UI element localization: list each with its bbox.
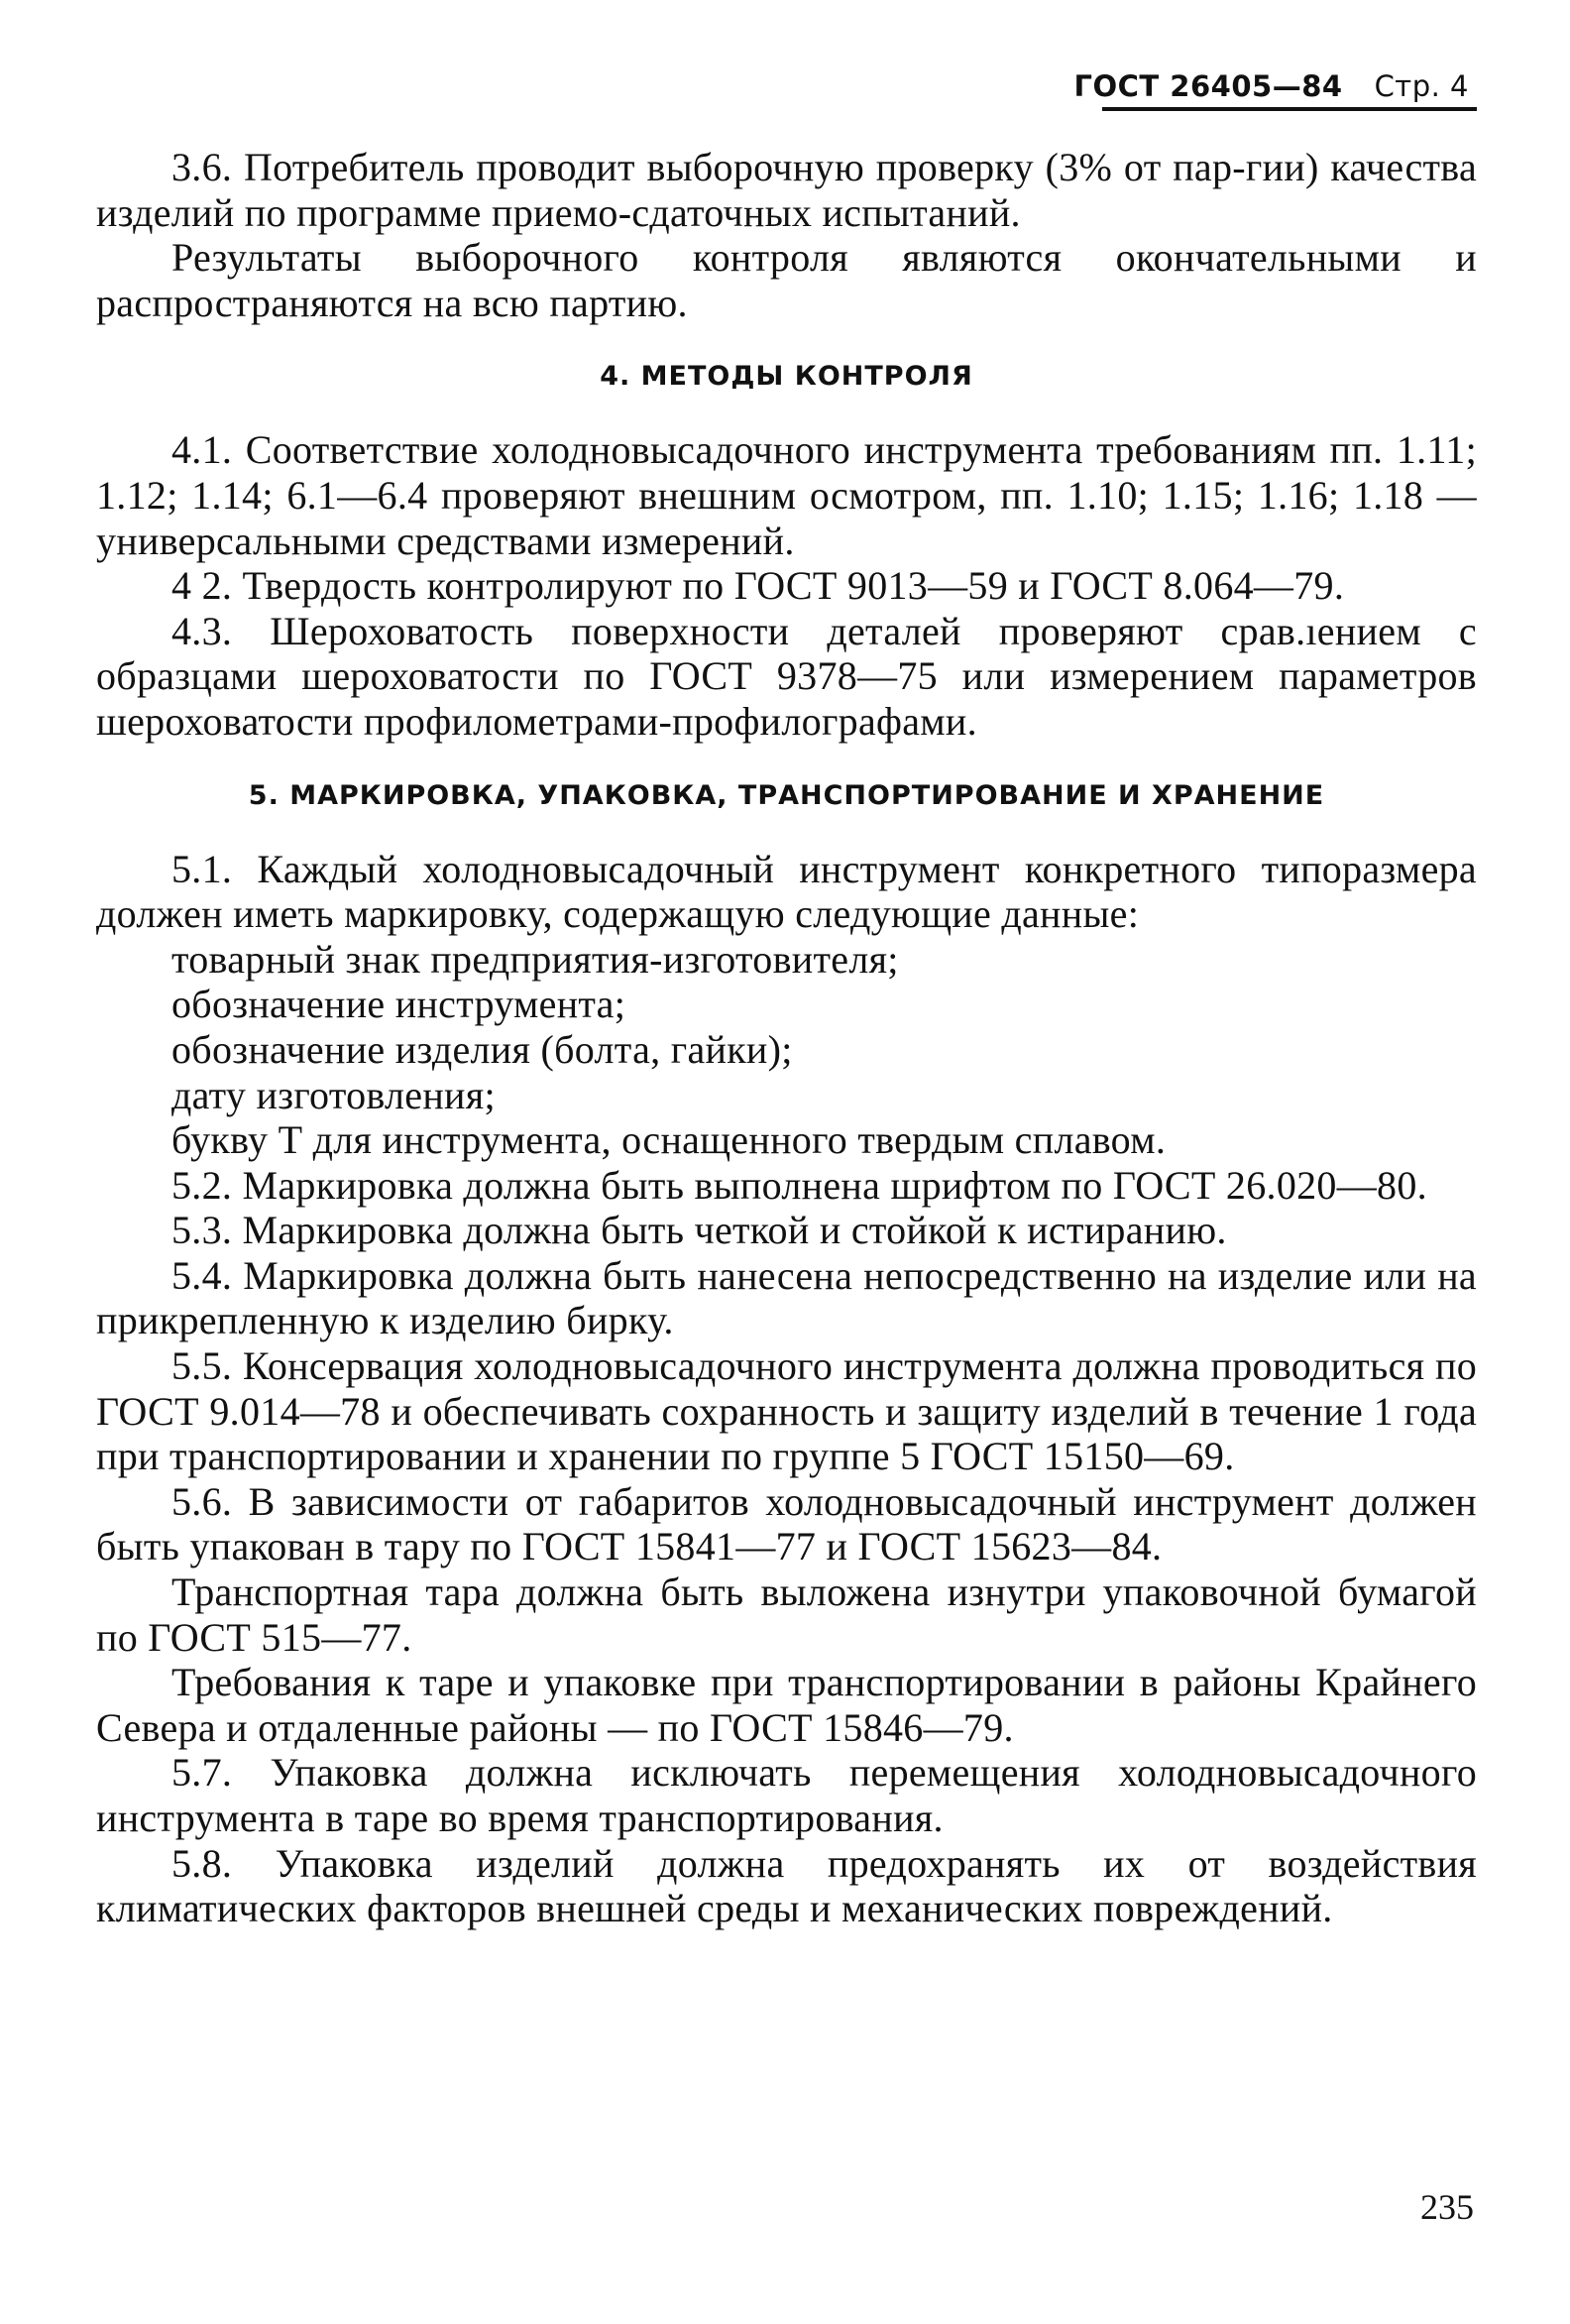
paragraph-5-4: 5.4. Маркировка должна быть нанесена непосредственно на изделие или на прикрепленную к изделию бирку. [96,1252,1477,1343]
marking-list-item: букву Т для инструмента, оснащенного твердым сплавом. [171,1117,1167,1163]
paragraph-5-8: 5.8. Упаковка изделий должна предохранять их от воздействия климатических факторов внешней среды и механических повреждений. [96,1840,1477,1931]
paragraph-5-6-north-requirements: Требования к таре и упаковке при транспортировании в районы Крайнего Севера и отдаленные районы — по ГОСТ 15846—79. [96,1660,1477,1750]
document-page [96,69,1477,1931]
paragraph-5-1: 5.1. Каждый холодновысадочный инструмент конкретного типоразмера должен иметь маркировку, содержащую следующие данные: [96,846,1477,937]
section-5-heading: 5. МАРКИРОВКА, УПАКОВКА, ТРАНСПОРТИРОВАНИЕ И ХРАНЕНИЕ [248,779,1325,811]
paragraph-3-6-results: Результаты выборочного контроля являются окончательными и распространяются на всю партию. [96,235,1477,325]
paragraph-5-2: 5.2. Маркировка должна быть выполнена шрифтом по ГОСТ 26.020—80. [171,1162,1427,1208]
paragraph-4-2: 4 2. Твердость контролируют по ГОСТ 9013—59 и ГОСТ 8.064—79. [171,563,1345,609]
marking-list-item: обозначение инструмента; [171,982,626,1027]
paragraph-5-6-transport-tare: Транспортная тара должна быть выложена изнутри упаковочной бумагой по ГОСТ 515—77. [96,1569,1477,1660]
paragraph-5-7: 5.7. Упаковка должна исключать перемещения холодновысадочного инструмента в таре во время транспортирования. [96,1750,1477,1840]
paragraph-4-1: 4.1. Соответствие холодновысадочного инструмента требованиям пп. 1.11; 1.12; 1.14; 6.1—6.4 проверяют внешним осмотром, пп. 1.10; 1.15; 1.16; 1.18 — универсальными средствами измерений. [96,427,1477,563]
paragraph-4-3: 4.3. Шероховатость поверхности деталей проверяют срав.ıением с образцами шероховатости по ГОСТ 9378—75 или измерением параметров шероховатости профилометрами-профилографами. [96,608,1477,744]
document-body [96,145,1477,1931]
paragraph-5-5: 5.5. Консервация холодновысадочного инструмента должна проводиться по ГОСТ 9.014—78 и обеспечивать сохранность и защиту изделий в течение 1 года при транспортировании и хранении по группе 5 ГОСТ 15150—69. [96,1343,1477,1479]
paragraph-3-6: 3.6. Потребитель проводит выборочную проверку (3% от пар-гии) качества изделий по программе приемо-сдаточных испытаний. [96,145,1477,235]
paragraph-5-3: 5.3. Маркировка должна быть четкой и стойкой к истиранию. [171,1208,1227,1253]
page-label: Стр. 4 [1374,69,1469,103]
standard-number: ГОСТ 26405—84 [1073,69,1343,103]
marking-list-item: дату изготовления; [171,1072,496,1117]
paragraph-5-6: 5.6. В зависимости от габаритов холодновысадочный инструмент должен быть упакован в тару по ГОСТ 15841—77 и ГОСТ 15623—84. [96,1478,1477,1569]
running-header [96,69,1477,103]
page-number: 235 [1420,2187,1474,2227]
section-4-heading: 4. МЕТОДЫ КОНТРОЛЯ [600,361,973,393]
header-rule [1102,107,1477,111]
marking-list-item: товарный знак предприятия-изготовителя; [171,936,899,982]
marking-list-item: обозначение изделия (болта, гайки); [171,1026,793,1072]
